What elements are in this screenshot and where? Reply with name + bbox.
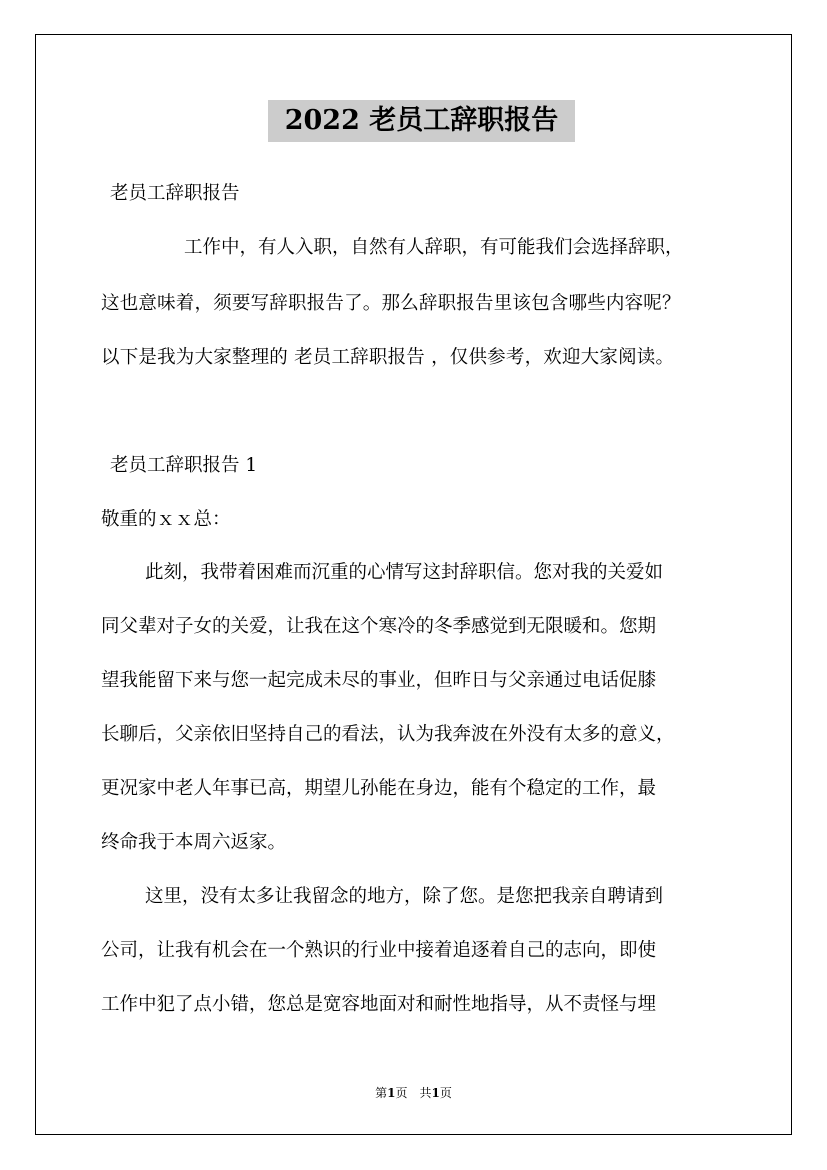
page-footer [0,1084,827,1101]
document-title: 2022 老员工辞职报告 [268,100,575,142]
body-line: 望我能留下来与您一起完成未尽的事业，但昨日与父亲通过电话促膝 [101,670,657,691]
body-line: 终命我于本周六返家。 [101,832,287,853]
footer-page-total: 1 [431,1086,440,1100]
document-subtitle: 老员工辞职报告 [110,183,240,204]
body-line: 此刻，我带着困难而沉重的心情写这封辞职信。您对我的关爱如 [145,562,664,583]
intro-line: 以下是我为大家整理的 老员工辞职报告 ，仅供参考，欢迎大家阅读。 [101,347,675,368]
body-line: 更况家中老人年事已高，期望儿孙能在身边，能有个稳定的工作，最 [101,778,657,799]
section-heading: 老员工辞职报告 1 [110,455,258,476]
body-line: 工作中犯了点小错，您总是宽容地面对和耐性地指导，从不责怪与埋 [101,994,657,1015]
body-line: 长聊后，父亲依旧坚持自己的看法，认为我奔波在外没有太多的意义， [101,724,675,745]
body-line: 公司，让我有机会在一个熟识的行业中接着追逐着自己的志向，即使 [101,940,657,961]
footer-prefix: 第 [375,1086,388,1100]
body-line: 这里，没有太多让我留念的地方，除了您。是您把我亲自聘请到 [145,886,664,907]
intro-line: 这也意味着，须要写辞职报告了。那么辞职报告里该包含哪些内容呢？ [101,293,681,314]
intro-line: 工作中，有人入职，自然有人辞职，有可能我们会选择辞职， [184,237,684,258]
footer-mid: 页 共 [395,1086,432,1100]
footer-page-number: 1 [387,1086,396,1100]
body-line: 同父辈对子女的关爱，让我在这个寒冷的冬季感觉到无限暖和。您期 [101,616,657,637]
salutation: 敬重的ｘｘ总： [101,509,231,530]
footer-suffix: 页 [439,1086,452,1100]
